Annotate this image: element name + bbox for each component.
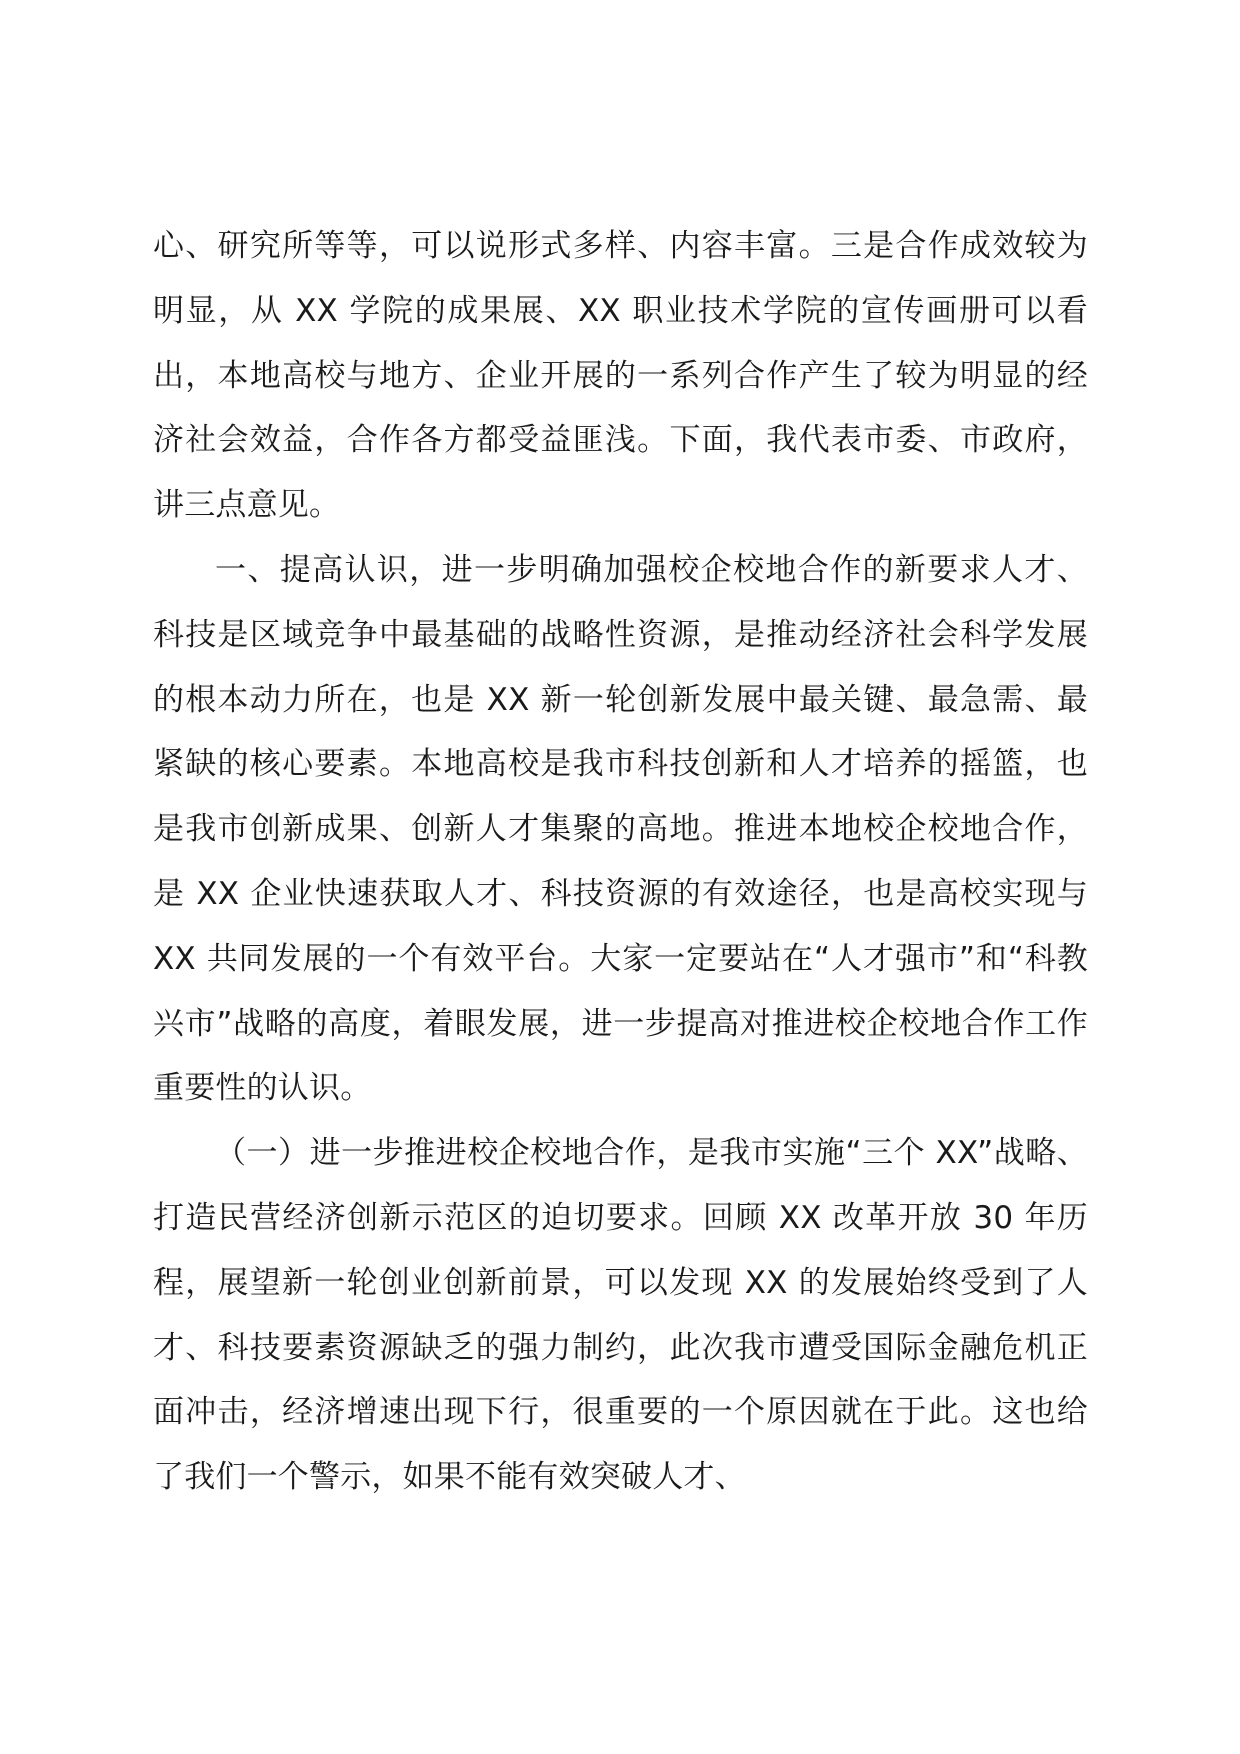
paragraph-continued-intro: 心、研究所等等，可以说形式多样、内容丰富。三是合作成效较为明显，从 XX 学院的成果展、XX 职业技术学院的宣传画册可以看出，本地高校与地方、企业开展的一系列合作产生了较为明显的经济社会效益，合作各方都受益匪浅。下面，我代表市委、市政府，讲三点意见。: [153, 228, 1088, 524]
paragraph-subsection-one: （一）进一步推进校企校地合作，是我市实施“三个 XX”战略、打造民营经济创新示范区的迫切要求。回顾 XX 改革开放 30 年历程，展望新一轮创业创新前景，可以发现 XX 的发展始终受到了人才、科技要素资源缺乏的强力制约，此次我市遭受国际金融危机正面冲击，经济增速出现下行，很重要的一个原因就在于此。这也给了我们一个警示，如果不能有效突破人才、: [153, 1135, 1088, 1496]
body-text: [153, 214, 1088, 1510]
paragraph-section-one-heading: 一、提高认识，进一步明确加强校企校地合作的新要求人才、科技是区域竞争中最基础的战略性资源，是推动经济社会科学发展的根本动力所在，也是 XX 新一轮创新发展中最关键、最急需、最紧缺的核心要素。本地高校是我市科技创新和人才培养的摇篮，也是我市创新成果、创新人才集聚的高地。推进本地校企校地合作，是 XX 企业快速获取人才、科技资源的有效途径，也是高校实现与 XX 共同发展的一个有效平台。大家一定要站在“人才强市”和“科教兴市”战略的高度，着眼发展，进一步提高对推进校企校地合作工作重要性的认识。: [153, 551, 1088, 1107]
